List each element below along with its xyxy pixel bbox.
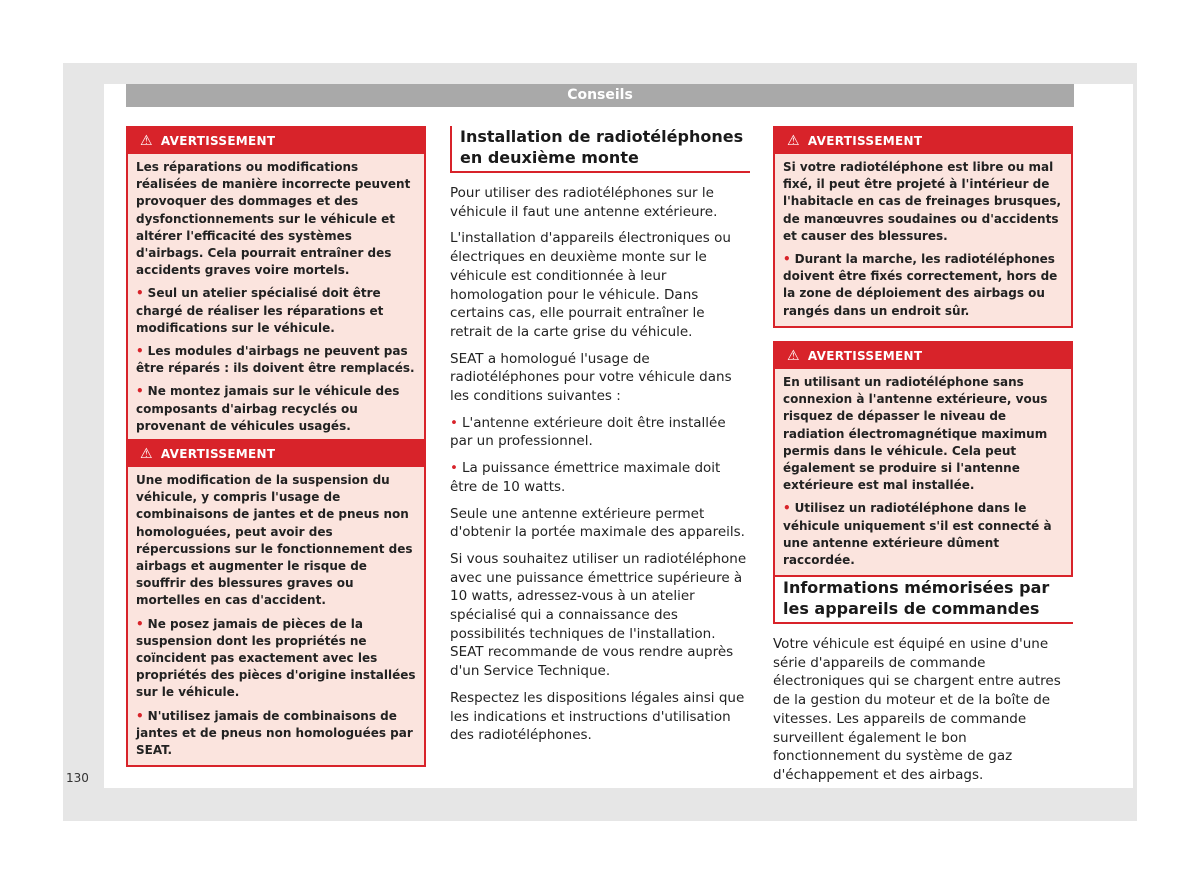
warning-intro: Une modification de la suspension du véhicule, y compris l'usage de combinaisons de jantes et de pneus non homologuées, peut avoir des répercussions sur le fonctionnement des airbags et augmenter le risque de souffrir des blessures graves ou mortelles en cas d'accident. (136, 473, 413, 608)
warning-intro: En utilisant un radiotéléphone sans connexion à l'antenne extérieure, vous risquez de dépasser le niveau de radiation électromagnétique maximum permis dans le véhicule. Cela peut également se produire si l'antenne extérieure est mal installée. (783, 375, 1048, 493)
warning-box (773, 126, 1073, 328)
warning-body (775, 154, 1071, 326)
warning-label: AVERTISSEMENT (807, 349, 923, 363)
section-title: Installation de radiotéléphones en deuxième monte (450, 126, 750, 173)
warning-label: AVERTISSEMENT (807, 134, 923, 148)
paragraph: Votre véhicule est équipé en usine d'une série d'appareils de commande électroniques qui se chargent entre autres de la gestion du moteur et de la boîte de vitesses. Les appareils de commande surveillent également le bon fonctionnement du système de gaz d'échappement et des airbags. (773, 636, 1061, 783)
paragraph: L'installation d'appareils électroniques ou électriques en deuxième monte sur le véhicule est conditionnée à leur homologation pour le véhicule. Dans certains cas, elle pourrait entraîner le retrait de la carte grise du véhicule. (450, 230, 731, 340)
warning-header (775, 128, 1071, 154)
bullet-icon: • (136, 286, 144, 301)
warning-triangle-icon: ⚠ (140, 446, 153, 462)
warning-header (128, 441, 424, 467)
warning-box (126, 126, 426, 443)
list-item: • L'antenne extérieure doit être installée par un professionnel. (450, 414, 726, 450)
paragraph: Si vous souhaitez utiliser un radiotéléphone avec une puissance émettrice supérieure à 10 watts, adressez-vous à un atelier spécialisé qui a connaissance des possibilités techniques de l'installation. SEAT recommande de vous rendre auprès d'un Service Technique. (450, 550, 747, 680)
warning-bullet: • Les modules d'airbags ne peuvent pas être réparés : ils doivent être remplacés. (136, 344, 415, 376)
warning-body (128, 154, 424, 441)
paragraph: SEAT a homologué l'usage de radiotéléphones pour votre véhicule dans les conditions suivantes : (450, 350, 732, 405)
paragraph: Seule une antenne extérieure permet d'obtenir la portée maximale des appareils. (450, 505, 745, 541)
warning-label: AVERTISSEMENT (160, 447, 276, 461)
warning-bullet: • N'utilisez jamais de combinaisons de jantes et de pneus non homologuées par SEAT. (136, 708, 413, 758)
warning-bullet: • Ne posez jamais de pièces de la suspension dont les propriétés ne coïncident pas exactement avec les propriétés des pièces d'origine installées sur le véhicule. (136, 616, 416, 700)
warning-header (775, 343, 1071, 369)
warning-intro: Les réparations ou modifications réalisées de manière incorrecte peuvent provoquer des dommages et des dysfonctionnements sur le véhicule et altérer l'efficacité des systèmes d'airbags. Cela pourrait entraîner des accidents graves voire mortels. (136, 160, 411, 278)
warning-bullet: • Utilisez un radiotéléphone dans le véhicule uniquement s'il est connecté à une antenne extérieure dûment raccordée. (783, 501, 1052, 568)
bullet-icon: • (783, 252, 791, 267)
warning-header (128, 128, 424, 154)
warning-box (126, 439, 426, 767)
bullet-icon: • (136, 384, 144, 399)
bullet-icon: • (136, 616, 144, 631)
section-header: Conseils (126, 84, 1074, 107)
body-text (450, 184, 750, 753)
paragraph: Pour utiliser des radiotéléphones sur le véhicule il faut une antenne extérieure. (450, 185, 718, 220)
warning-triangle-icon: ⚠ (787, 348, 800, 364)
section-title: Informations mémorisées par les appareils de commandes (773, 577, 1073, 624)
warning-triangle-icon: ⚠ (787, 133, 800, 149)
warning-bullet: • Seul un atelier spécialisé doit être chargé de réaliser les réparations et modifications sur le véhicule. (136, 286, 384, 335)
bullet-icon: • (136, 708, 144, 723)
warning-intro: Si votre radiotéléphone est libre ou mal fixé, il peut être projeté à l'intérieur de l'habitacle en cas de freinages brusques, de manœuvres soudaines ou d'accidents et causer des blessures. (783, 160, 1062, 243)
warning-bullet: • Ne montez jamais sur le véhicule des composants d'airbag recyclés ou provenant de véhicules usagés. (136, 384, 400, 433)
warning-body (775, 369, 1071, 575)
bullet-icon: • (450, 414, 458, 431)
warning-triangle-icon: ⚠ (140, 133, 153, 149)
bullet-icon: • (783, 501, 791, 516)
warning-bullet: • Durant la marche, les radiotéléphones doivent être fixés correctement, hors de la zone de déploiement des airbags ou rangés dans un endroit sûr. (783, 252, 1058, 318)
paragraph: Respectez les dispositions légales ainsi que les indications et instructions d'utilisation des radiotéléphones. (450, 689, 745, 744)
page-number: 130 (66, 771, 89, 785)
bullet-icon: • (450, 460, 458, 477)
body-text (773, 635, 1073, 793)
warning-label: AVERTISSEMENT (160, 134, 276, 148)
warning-body (128, 467, 424, 765)
warning-box (773, 341, 1073, 577)
bullet-icon: • (136, 344, 144, 359)
list-item: • La puissance émettrice maximale doit être de 10 watts. (450, 460, 721, 495)
